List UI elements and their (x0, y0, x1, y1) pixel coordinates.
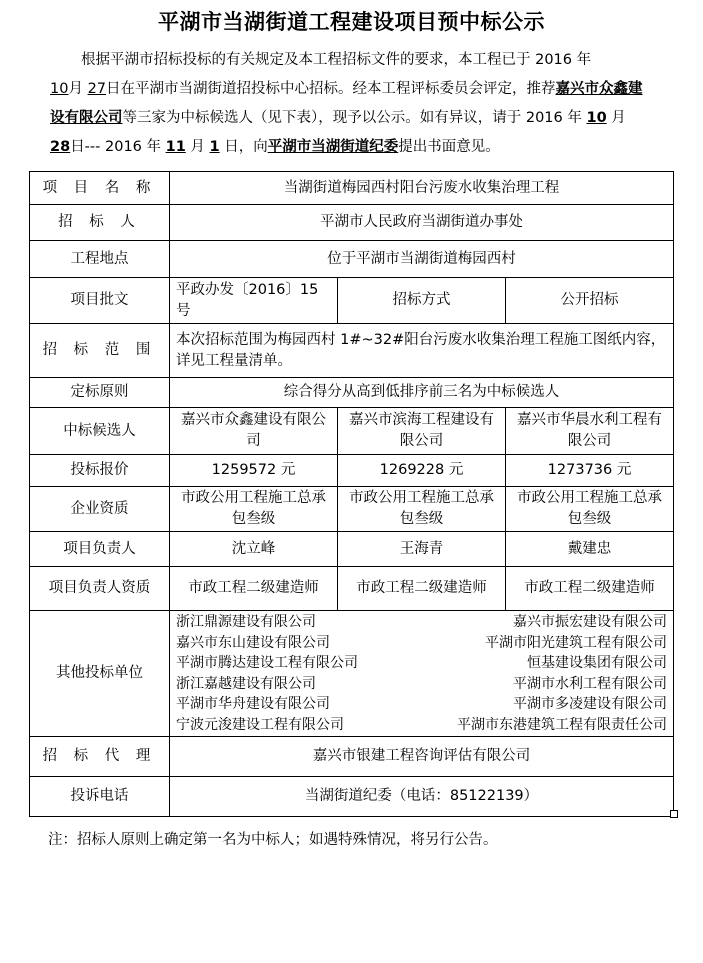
list-item: 平湖市多凌建设有限公司 (513, 696, 668, 712)
tender-info-table (29, 171, 674, 817)
approval-value: 平政办发〔2016〕15 号 (170, 278, 338, 324)
candidate-2-name: 嘉兴市滨海工程建设有限公司 (338, 408, 506, 455)
candidate-3-manager-qualification: 市政工程二级建造师 (506, 567, 674, 611)
table-row (30, 324, 674, 378)
candidates-label: 中标候选人 (30, 408, 170, 455)
table-row (30, 241, 674, 278)
intro-text: 日，向 (224, 139, 268, 155)
agent-value: 嘉兴市银建工程咨询评估有限公司 (170, 737, 674, 777)
candidate-2-manager-qualification: 市政工程二级建造师 (338, 567, 506, 611)
list-item: 平湖市水利工程有限公司 (513, 675, 668, 692)
candidate-3-qualification: 市政公用工程施工总承包叁级 (506, 487, 674, 532)
table-row (30, 777, 674, 817)
intro-text: 月 (68, 81, 83, 97)
table-resize-handle[interactable] (670, 810, 678, 818)
candidate-1-bid: 1259572 元 (170, 455, 338, 487)
manager-label: 项目负责人 (30, 532, 170, 567)
list-item: 浙江嘉越建设有限公司 (176, 675, 316, 692)
qualification-label: 企业资质 (30, 487, 170, 532)
location-value: 位于平湖市当湖街道梅园西村 (170, 241, 674, 278)
scope-value: 本次招标范围为梅园西村 1#~32#阳台污废水收集治理工程施工图纸内容，详见工程量清单。 (170, 324, 674, 378)
table-row (30, 408, 674, 455)
method-label: 招标方式 (338, 278, 506, 324)
candidate-1-name: 嘉兴市众鑫建设有限公司 (170, 408, 338, 455)
project-name-label: 项 目 名 称 (30, 172, 170, 205)
other-bidders-list (174, 612, 669, 735)
list-item: 浙江鼎源建设有限公司 (176, 614, 316, 630)
candidate-1-manager-qualification: 市政工程二级建造师 (170, 567, 338, 611)
intro-month-1: 10 (50, 81, 69, 97)
table-row (30, 455, 674, 487)
other-bidders-cell (170, 611, 674, 737)
manager-qualification-label: 项目负责人资质 (30, 567, 170, 611)
intro-text: 日--- 2016 年 (70, 139, 162, 155)
tenderer-label: 招 标 人 (30, 205, 170, 241)
intro-month-2: 10 (586, 110, 607, 126)
candidate-3-bid: 1273736 元 (506, 455, 674, 487)
table-row (30, 278, 674, 324)
list-item: 平湖市东港建筑工程有限责任公司 (457, 716, 668, 733)
candidate-1-manager: 沈立峰 (170, 532, 338, 567)
candidate-2-manager: 王海青 (338, 532, 506, 567)
complaint-label: 投诉电话 (30, 777, 170, 817)
complaint-value: 当湖街道纪委（电话：85122139） (170, 777, 674, 817)
intro-text: 提出书面意见。 (398, 139, 500, 155)
method-value: 公开招标 (506, 278, 674, 324)
intro-day-3: 1 (209, 139, 220, 155)
intro-text: 根据平湖市招标投标的有关规定及本工程招标文件的要求，本工程已于 2016 年 (81, 52, 592, 68)
list-item: 平湖市华舟建设有限公司 (176, 696, 330, 712)
list-item: 平湖市阳光建筑工程有限公司 (485, 634, 668, 651)
list-item: 嘉兴市振宏建设有限公司 (513, 614, 668, 630)
bid-label: 投标报价 (30, 455, 170, 487)
table-row (30, 172, 674, 205)
principle-value: 综合得分从高到低排序前三名为中标候选人 (170, 378, 674, 408)
list-item: 嘉兴市东山建设有限公司 (176, 634, 330, 651)
principle-label: 定标原则 (30, 378, 170, 408)
table-row (30, 567, 674, 611)
intro-text: 月 (611, 110, 626, 126)
table-row (30, 205, 674, 241)
table-row (30, 378, 674, 408)
tenderer-value: 平湖市人民政府当湖街道办事处 (170, 205, 674, 241)
candidate-3-name: 嘉兴市华晨水利工程有限公司 (506, 408, 674, 455)
page-title: 平湖市当湖街道工程建设项目预中标公示 (158, 10, 545, 34)
list-item: 平湖市腾达建设工程有限公司 (176, 655, 358, 671)
location-label: 工程地点 (30, 241, 170, 278)
table-row (30, 737, 674, 777)
list-item: 恒基建设集团有限公司 (527, 655, 668, 671)
candidate-3-manager: 戴建忠 (506, 532, 674, 567)
intro-text: 月 (190, 139, 205, 155)
scope-label: 招 标 范 围 (30, 324, 170, 378)
recommended-company: 嘉兴市众鑫建设有限公司 (50, 81, 643, 126)
table-row (30, 611, 674, 737)
intro-day-2: 28 (50, 139, 71, 155)
table-row (30, 487, 674, 532)
intro-month-3: 11 (165, 139, 186, 155)
objection-agency: 平湖市当湖街道纪委 (267, 139, 399, 155)
intro-text: 等三家为中标候选人（见下表），现予以公示。如有异议，请于 2016 年 (122, 110, 582, 126)
approval-label: 项目批文 (30, 278, 170, 324)
candidate-1-qualification: 市政公用工程施工总承包叁级 (170, 487, 338, 532)
project-name-value: 当湖街道梅园西村阳台污废水收集治理工程 (170, 172, 674, 205)
intro-paragraph (50, 46, 650, 162)
other-bidders-label: 其他投标单位 (30, 611, 170, 737)
list-item: 宁波元浚建设工程有限公司 (176, 716, 344, 733)
candidate-2-qualification: 市政公用工程施工总承包叁级 (338, 487, 506, 532)
footnote: 注：招标人原则上确定第一名为中标人；如遇特殊情况，将另行公告。 (48, 832, 498, 848)
intro-day-1: 27 (87, 81, 107, 97)
intro-text: 日在平湖市当湖街道招投标中心招标。经本工程评标委员会评定，推荐 (106, 81, 556, 97)
table-row (30, 532, 674, 567)
agent-label: 招 标 代 理 (30, 737, 170, 777)
candidate-2-bid: 1269228 元 (338, 455, 506, 487)
